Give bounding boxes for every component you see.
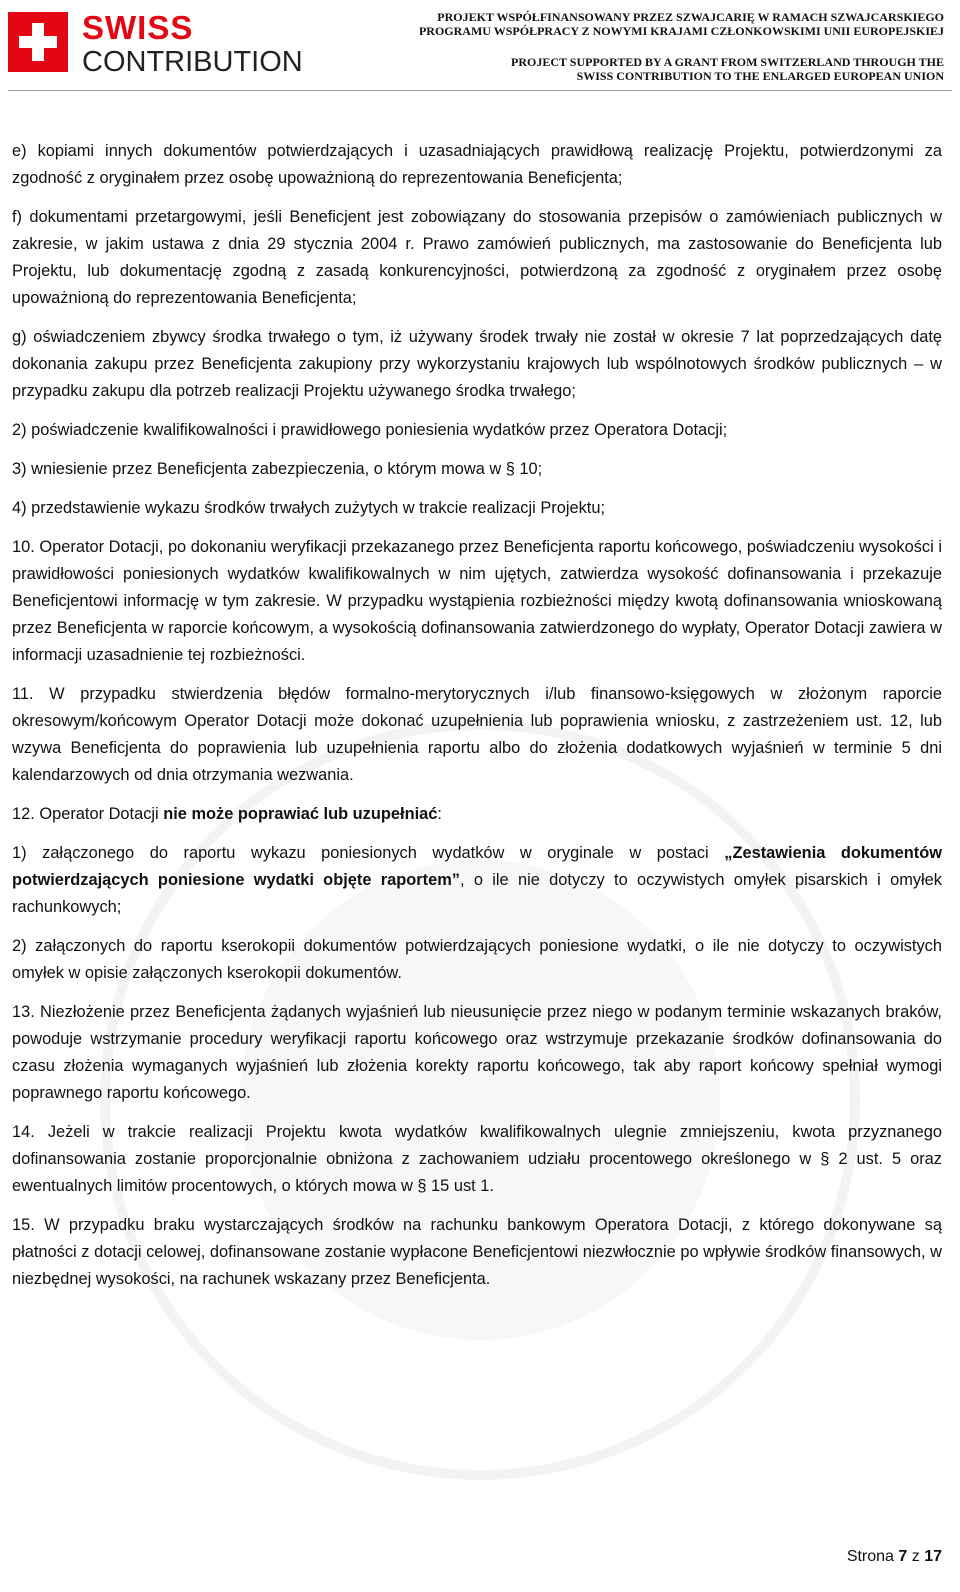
paragraph-12-2: 2) załączonych do raportu kserokopii dokumentów potwierdzających poniesione wydatki, o ile nie dotyczy to oczywistych omyłek w opisie załączonych kserokopii dokumentów. [12,937,942,982]
paragraph-12-colon: : [437,805,442,823]
paragraph-10: 10. Operator Dotacji, po dokonaniu weryfikacji przekazanego przez Beneficjenta raportu końcowego, poświadczeniu wysokości i prawidłowości poniesionych wydatków kwalifikowalnych w nim ujętych, zatwierdza wysokość dofinansowania i przekazuje Beneficjentowi informację w tym zakresie. W przypadku wystąpienia rozbieżności między kwotą dofinansowania wnioskowaną przez Beneficjenta w raporcie końcowym, a wysokością dofinansowania zatwierdzonego do wypłaty, Operator Dotacji zawiera w informacji uzasadnienie tej rozbieżności. [12,538,942,664]
paragraph-f: f) dokumentami przetargowymi, jeśli Beneficjent jest zobowiązany do stosowania przepisów o zamówieniach publicznych w zakresie, w jakim ustawa z dnia 29 stycznia 2004 r. Prawo zamówień publicznych, ma zastosowanie do Beneficjenta lub Projektu, lub dokumentację zgodną z zasadą konkurencyjności, potwierdzoną za zgodność z oryginałem przez osobę upoważnioną do reprezentowania Beneficjenta; [12,208,942,307]
paragraph-g: g) oświadczeniem zbywcy środka trwałego o tym, iż używany środek trwały nie został w okresie 7 lat poprzedzających datę dokonania zakupu przez Beneficjenta zakupiony przy wykorzystaniu krajowych lub wspólnotowych środków publicznych – w przypadku zakupu dla potrzeb realizacji Projektu używanego środka trwałego; [12,328,942,400]
header-pl-line-1: PROJEKT WSPÓŁFINANSOWANY PRZEZ SZWAJCARIĘ W RAMACH SZWAJCARSKIEGO [437,10,944,24]
page-number-total: 17 [924,1548,942,1565]
paragraph-12-1-tail: , o ile nie dotyczy to oczywistych omyłek pisarskich i omyłek rachunkowych; [12,871,942,916]
paragraph-3: 3) wniesienie przez Beneficjenta zabezpieczenia, o którym mowa w § 10; [12,460,543,478]
paragraph-12 [12,801,942,828]
paragraph-e: e) kopiami innych dokumentów potwierdzających i uzasadniających prawidłową realizację Projektu, potwierdzonymi za zgodność z oryginałem przez osobę upoważnioną do reprezentowania Beneficjenta; [12,142,942,187]
page-number [847,1548,942,1566]
paragraph-12-lead: 12. Operator Dotacji [12,805,164,823]
logo-swiss-text: SWISS [82,9,194,46]
paragraph-12-1-lead: 1) załączonego do raportu wykazu poniesionych wydatków w oryginale w postaci [12,844,725,862]
header-en-line-1: PROJECT SUPPORTED BY A GRANT FROM SWITZERLAND THROUGH THE [511,55,944,69]
paragraph-12-bold: nie może poprawiać lub uzupełniać [163,805,438,823]
header-en-line-2: SWISS CONTRIBUTION TO THE ENLARGED EUROPEAN UNION [576,69,944,83]
swiss-contribution-logo [8,10,328,80]
page-number-sep: z [907,1548,925,1565]
page-header [0,0,960,92]
paragraph-14: 14. Jeżeli w trakcie realizacji Projektu kwota wydatków kwalifikowalnych ulegnie zmniejszeniu, kwota przyznanego dofinansowania zostanie proporcjonalnie obniżona z zachowaniem udziału procentowego określonego w § 2 ust. 5 oraz ewentualnych limitów procentowych, o których mowa w § 15 ust 1. [12,1123,942,1195]
document-body [12,138,942,1305]
header-divider [8,90,952,91]
page-number-prefix: Strona [846,1548,899,1565]
paragraph-12-1 [12,840,942,921]
header-pl-line-2: PROGRAMU WSPÓŁPRACY Z NOWYMI KRAJAMI CZŁONKOWSKIMI UNII EUROPEJSKIEJ [418,24,944,38]
swiss-flag-icon [8,12,68,72]
paragraph-13: 13. Niezłożenie przez Beneficjenta żądanych wyjaśnień lub nieusunięcie przez niego w podanym terminie wskazanych braków, powoduje wstrzymanie procedury weryfikacji raportu końcowego oraz wstrzymuje przekazanie środków dofinansowania do czasu złożenia wymaganych wyjaśnień lub złożenia korekty raportu końcowego, tak aby raport końcowy spełniał wymogi poprawnego raportu końcowego. [12,1003,942,1102]
paragraph-2: 2) poświadczenie kwalifikowalności i prawidłowego poniesienia wydatków przez Operatora Dotacji; [12,421,728,439]
paragraph-12-1-bold: „Zestawienia dokumentów potwierdzających poniesione wydatki objęte raportem” [12,844,942,889]
paragraph-11: 11. W przypadku stwierdzenia błędów formalno-merytorycznych i/lub finansowo-księgowych w złożonym raporcie okresowym/końcowym Operator Dotacji może dokonać uzupełnienia lub poprawienia wniosku, z zastrzeżeniem ust. 12, lub wzywa Beneficjenta do poprawienia lub uzupełnienia raportu albo do złożenia dodatkowych wyjaśnień w terminie 5 dni kalendarzowych od dnia otrzymania wezwania. [12,685,942,784]
logo-contribution-text: CONTRIBUTION [82,46,303,78]
paragraph-4: 4) przedstawienie wykazu środków trwałych zużytych w trakcie realizacji Projektu; [12,499,606,517]
paragraph-15: 15. W przypadku braku wystarczających środków na rachunku bankowym Operatora Dotacji, z którego dokonywane są płatności z dotacji celowej, dofinansowane zostanie wypłacone Beneficjentowi niezwłocznie po wpływie środków finansowych, w niezbędnej wysokości, na rachunek wskazany przez Beneficjenta. [12,1216,942,1288]
page-number-current: 7 [898,1548,908,1565]
header-project-info [419,10,944,83]
